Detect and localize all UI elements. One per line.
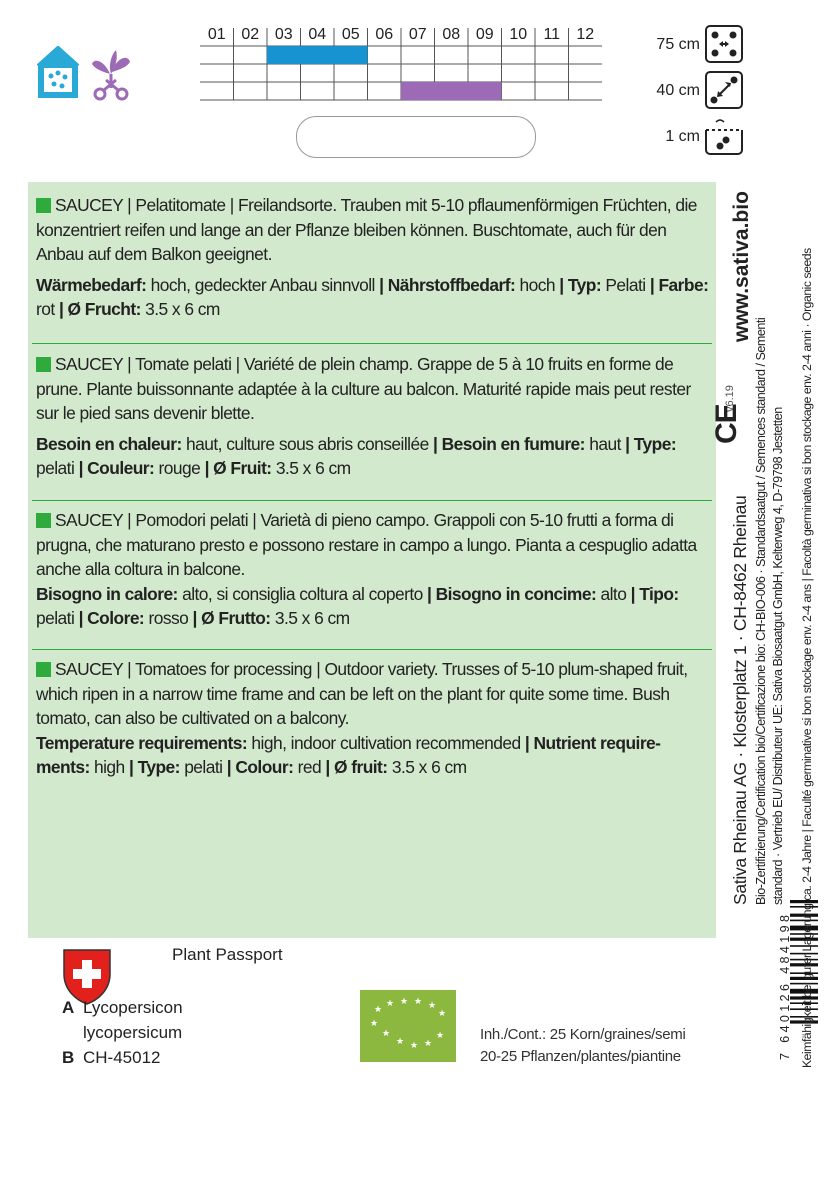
spec-key: | Couleur: (78, 458, 155, 478)
contents-line-1: Inh./Cont.: 25 Korn/graines/semi (480, 1026, 686, 1043)
svg-text:★: ★ (385, 999, 395, 1009)
specs-it (36, 582, 712, 631)
spec-value: rot (36, 299, 59, 319)
svg-text:★: ★ (437, 1009, 447, 1019)
certification-line-1: Bio-Zertifizierung/Certification bio/Certificazione bio: CH-BIO-006 · Standardsaatgut / Semences standard / Sementi (754, 317, 768, 905)
calendar-month-09: 09 (475, 26, 494, 43)
contents-line-2: 20-25 Pflanzen/plantes/piantine (480, 1048, 681, 1065)
spec-value: 3.5 x 6 cm (140, 299, 220, 319)
germination-note: Keimfähigkeit bei guter Lagerung ca. 2-4 Jahre | Faculté germinative si bon stockage env. 2-4 ans | Facoltà germinativa si bon stockage env. 2-4 anni · Organic seeds (800, 248, 814, 1068)
description-de (36, 193, 712, 322)
website-link[interactable]: www.sativa.bio (730, 191, 753, 342)
spec-key: | Type: (625, 433, 677, 454)
spec-key: | Typ: (559, 274, 602, 295)
green-square-icon (36, 662, 51, 677)
spec-value: high (89, 757, 129, 777)
section-divider (32, 649, 712, 650)
barcode-number: 7 640126 484198 (778, 911, 792, 1060)
svg-text:★: ★ (381, 1029, 391, 1039)
certification-line-2: standard · Vertrieb EU/ Distributeur UE: Sativa Biosaatgut GmbH, Kelterweg 4, D-79798 Jestetten (771, 407, 785, 905)
spec-key: | Bisogno in concime: (427, 583, 597, 604)
passport-a-value-1: Lycopersicon (83, 998, 183, 1017)
calendar-month-12: 12 (576, 26, 595, 43)
calendar-month-04: 04 (308, 26, 327, 43)
spec-value: haut (584, 433, 626, 454)
sowing-depth-label: 1 cm (665, 128, 700, 145)
section-divider (32, 343, 712, 344)
spec-value: rosso (144, 608, 193, 628)
calendar-month-06: 06 (375, 26, 394, 43)
spec-key: | Type: (128, 757, 180, 777)
spec-key: | Nutrient require-ments: (36, 732, 661, 777)
svg-text:★: ★ (369, 1019, 379, 1029)
description-en (36, 657, 712, 780)
spec-value: alto (596, 583, 631, 604)
plant-cutting-icon (86, 44, 136, 102)
spec-value: pelati (36, 608, 79, 628)
calendar-month-08: 08 (442, 26, 461, 43)
description-fr-text: SAUCEY | Tomate pelati | Variété de plein champ. Grappe de 5 à 10 fruits en forme de prune. Plante buissonnante adaptée à la culture au balcon. Maturité rapide mais peut rester sur le pied sans devenir blette. (36, 354, 691, 423)
green-square-icon (36, 198, 51, 213)
eu-organic-logo (360, 990, 456, 1062)
svg-text:★: ★ (427, 1001, 437, 1011)
svg-text:★: ★ (395, 1037, 405, 1047)
spec-value: pelati (36, 458, 79, 478)
row-spacing-label: 75 cm (656, 36, 700, 53)
spec-value: haut, culture sous abris conseillée (181, 433, 433, 454)
spec-value: hoch, gedeckter Anbau sinnvoll (146, 274, 380, 295)
spec-key: Besoin en chaleur: (36, 433, 182, 454)
passport-a-value-2: lycopersicum (83, 1023, 183, 1042)
spec-value: 3.5 x 6 cm (270, 608, 350, 628)
calendar-month-05: 05 (341, 26, 360, 43)
spec-value: pelati (179, 757, 227, 777)
spec-value: 3.5 x 6 cm (271, 458, 351, 478)
svg-text:★: ★ (413, 997, 423, 1007)
calendar-month-02: 02 (241, 26, 260, 43)
calendar-month-10: 10 (509, 26, 528, 43)
company-address: Sativa Rheinau AG · Klosterplatz 1 · CH-8462 Rheinau (730, 495, 750, 905)
calendar-grid (200, 26, 602, 104)
greenhouse-icon (34, 44, 82, 102)
passport-b-label: B (62, 1048, 75, 1067)
spec-value: hoch (515, 274, 560, 295)
svg-text:★: ★ (409, 1041, 419, 1051)
svg-text:★: ★ (435, 1031, 445, 1041)
description-en-text: SAUCEY | Tomatoes for processing | Outdoor variety. Trusses of 5-10 plum-shaped fruit, which ripen in a narrow time frame and can be left on the plant for quite some time. Bush tomato, can also be cultivated on a balcony. (36, 659, 688, 728)
hanger-hole (296, 116, 536, 158)
calendar-month-01: 01 (207, 26, 226, 43)
spec-key: | Colore: (78, 608, 145, 628)
passport-b-value: CH-45012 (83, 1048, 161, 1067)
spec-key: Wärmebedarf: (36, 274, 147, 295)
specs-en (36, 731, 712, 780)
spec-key: | Ø fruit: (325, 757, 388, 777)
spec-key: | Nährstoffbedarf: (379, 274, 516, 295)
calendar-month-07: 07 (408, 26, 427, 43)
spec-value: alto, si consiglia coltura al coperto (177, 583, 428, 604)
svg-text:★: ★ (373, 1005, 383, 1015)
passport-a-label: A (62, 998, 75, 1017)
version-label: v6.19 (724, 385, 736, 412)
green-square-icon (36, 513, 51, 528)
spec-value: high, indoor cultivation recommended (247, 732, 525, 753)
svg-text:★: ★ (399, 997, 409, 1007)
spec-key: Bisogno in calore: (36, 583, 178, 604)
spec-key: | Ø Frutto: (192, 608, 271, 628)
specs-de (36, 273, 712, 322)
row-spacing-icon (704, 24, 744, 64)
spec-key: | Farbe: (649, 274, 709, 295)
sowing-depth-icon (704, 116, 744, 156)
green-square-icon (36, 357, 51, 372)
spec-value: red (293, 757, 326, 777)
swiss-shield-icon (60, 946, 114, 1006)
section-divider (32, 500, 712, 501)
sowing-calendar (200, 26, 602, 104)
description-it (36, 508, 712, 631)
spec-key: | Tipo: (630, 583, 679, 604)
calendar-month-11: 11 (543, 26, 561, 43)
spec-key: | Ø Frucht: (58, 299, 141, 319)
calendar-month-03: 03 (274, 26, 293, 43)
spec-value: rouge (154, 458, 205, 478)
description-de-text: SAUCEY | Pelatitomate | Freilandsorte. Trauben mit 5-10 pflaumenförmigen Früchten, die konzentriert reifen und lange an der Pflanze bleiben können. Buschtomate, auch für den Anbau auf dem Balkon geeignet. (36, 195, 697, 264)
description-it-text: SAUCEY | Pomodori pelati | Varietà di pieno campo. Grappoli con 5-10 frutti a forma di prugna, che maturano presto e possono restare in campo a lungo. Pianta a cespuglio adatta anche alla coltura in balcone. (36, 510, 697, 579)
ce-mark: CE (710, 404, 743, 444)
spec-value: Pelati (601, 274, 650, 295)
harvest-period-bar (401, 82, 502, 100)
description-fr (36, 352, 712, 481)
spec-value: 3.5 x 6 cm (387, 757, 467, 777)
specs-fr (36, 432, 712, 481)
spec-key: | Colour: (226, 757, 294, 777)
spec-key: | Ø Fruit: (204, 458, 272, 478)
plant-spacing-icon (704, 70, 744, 110)
plant-passport-title: Plant Passport (172, 945, 283, 964)
spec-key: Temperature requirements: (36, 732, 248, 753)
spec-key: | Besoin en fumure: (433, 433, 585, 454)
plant-spacing-label: 40 cm (656, 82, 700, 99)
svg-text:★: ★ (423, 1039, 433, 1049)
sowing-period-bar (267, 46, 368, 64)
